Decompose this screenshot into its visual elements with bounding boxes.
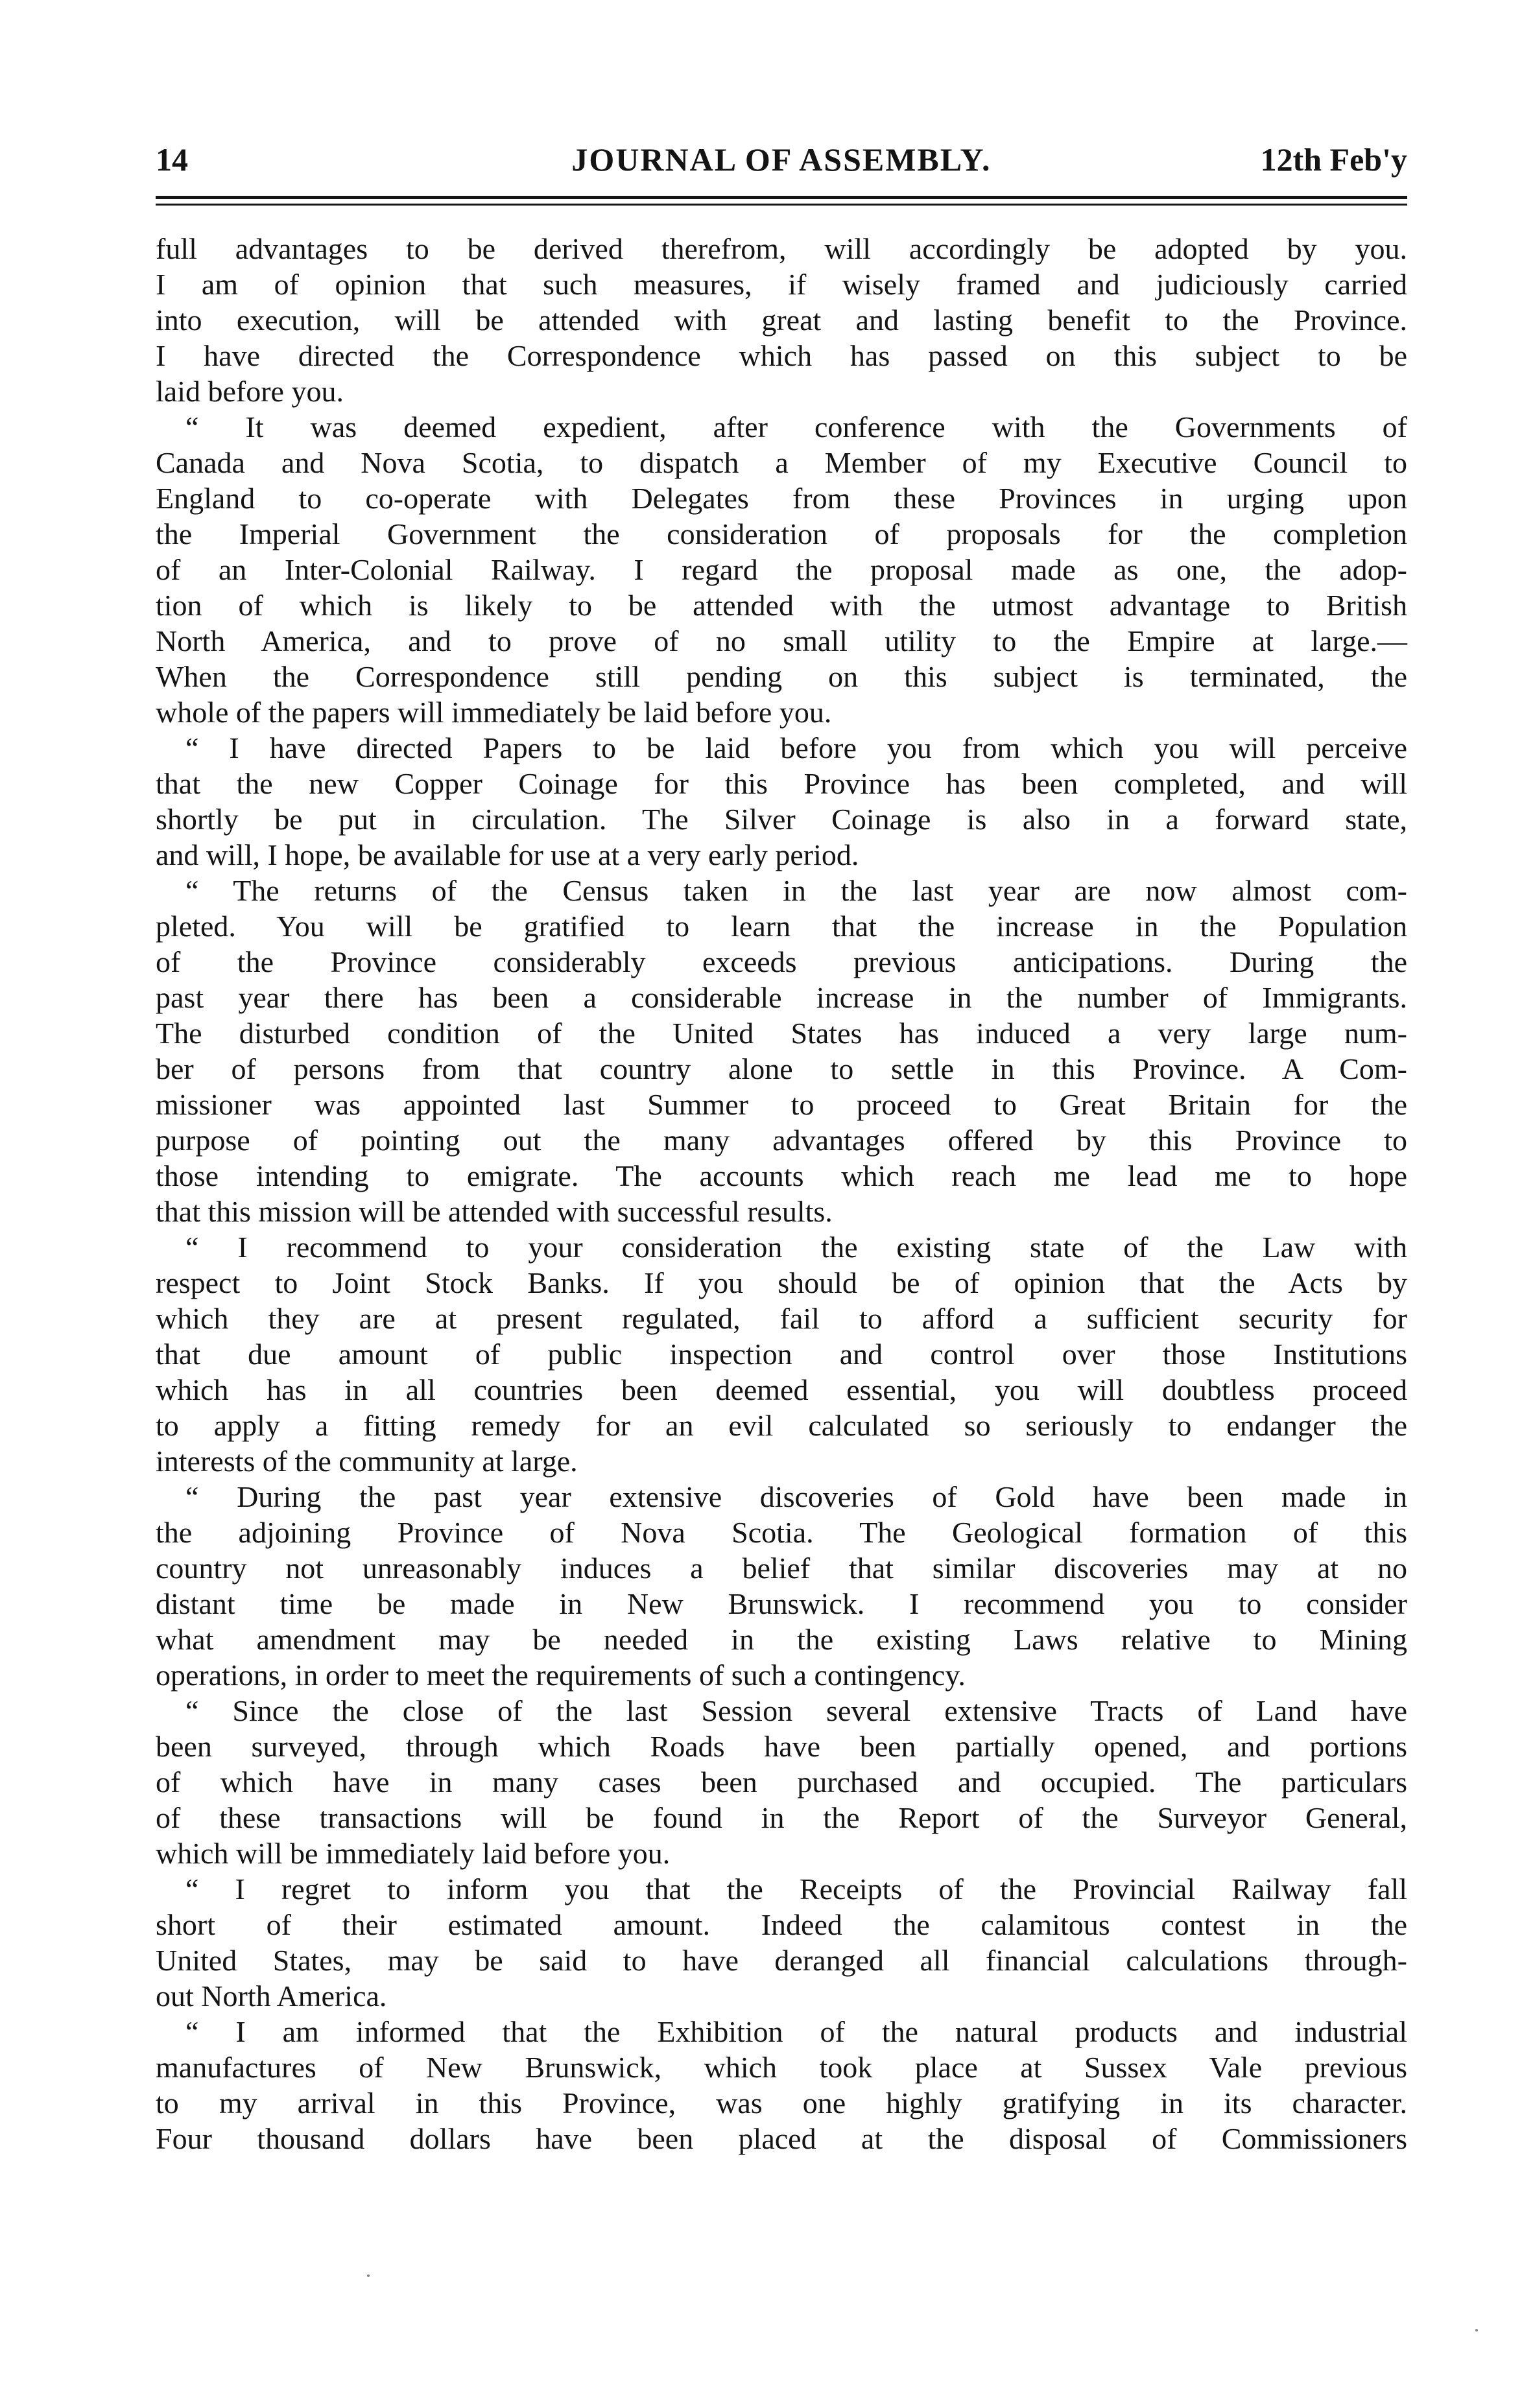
text-line: which they are at present regulated, fail to afford a sufficient security for [156,1302,1407,1335]
text-line: those intending to emigrate. The accounts which reach me lead me to hope [156,1159,1407,1192]
text-line: ber of persons from that country alone to settle in this Province. A Com- [156,1052,1407,1085]
text-line: of which have in many cases been purchased and occupied. The particulars [156,1765,1407,1799]
text-line: that the new Copper Coinage for this Province has been completed, and will [156,767,1407,800]
text-line: and will, I hope, be available for use at a very early period. [156,838,859,871]
text-line: tion of which is likely to be attended with the utmost advantage to British [156,589,1407,622]
header-rule-thin [156,204,1407,206]
text-line: short of their estimated amount. Indeed the calamitous contest in the [156,1908,1407,1941]
text-line: of the Province considerably exceeds previous anticipations. During the [156,945,1407,978]
text-line: “ I have directed Papers to be laid before you from which you will perceive [185,731,1407,764]
text-line: into execution, will be attended with great and lasting benefit to the Province. [156,303,1407,336]
paper-speck [1475,2329,1478,2331]
text-line: “ I regret to inform you that the Receipts of the Provincial Railway fall [185,1872,1407,1906]
running-title: JOURNAL OF ASSEMBLY. [571,141,992,178]
text-line: laid before you. [156,375,344,408]
text-line: country not unreasonably induces a belief that similar discoveries may at no [156,1552,1407,1585]
text-line: that due amount of public inspection and control over those Institutions [156,1338,1407,1371]
text-line: United States, may be said to have deranged all financial calculations through- [156,1944,1407,1977]
text-line: past year there has been a considerable increase in the number of Immigrants. [156,981,1407,1014]
text-line: to my arrival in this Province, was one highly gratifying in its character. [156,2086,1407,2119]
text-line: Four thousand dollars have been placed at the disposal of Commissioners [156,2122,1407,2155]
text-line: Canada and Nova Scotia, to dispatch a Member of my Executive Council to [156,446,1407,479]
text-line: to apply a fitting remedy for an evil calculated so seriously to endanger the [156,1409,1407,1442]
text-line: England to co-operate with Delegates from these Provinces in urging upon [156,482,1407,515]
paper-speck [367,2274,370,2277]
text-line: When the Correspondence still pending on this subject is terminated, the [156,660,1407,693]
text-line: the Imperial Government the consideration of proposals for the completion [156,517,1407,550]
text-line: The disturbed condition of the United States has induced a very large num- [156,1017,1407,1050]
text-line: North America, and to prove of no small utility to the Empire at large.— [156,624,1407,657]
text-line: I am of opinion that such measures, if wisely framed and judiciously carried [156,268,1407,301]
body-text [156,231,1407,2156]
text-line: which will be immediately laid before you. [156,1837,671,1870]
text-line: which has in all countries been deemed essential, you will doubtless proceed [156,1373,1407,1406]
text-line: manufactures of New Brunswick, which took place at Sussex Vale previous [156,2051,1407,2084]
text-line: out North America. [156,1979,387,2013]
text-line: purpose of pointing out the many advantages offered by this Province to [156,1124,1407,1157]
text-line: the adjoining Province of Nova Scotia. The Geological formation of this [156,1516,1407,1549]
text-line: “ Since the close of the last Session several extensive Tracts of Land have [185,1694,1407,1727]
text-line: missioner was appointed last Summer to proceed to Great Britain for the [156,1088,1407,1121]
text-line: operations, in order to meet the requirements of such a contingency. [156,1658,966,1692]
page-number: 14 [156,141,188,178]
text-line: whole of the papers will immediately be laid before you. [156,696,832,729]
text-line: what amendment may be needed in the existing Laws relative to Mining [156,1623,1407,1656]
text-line: pleted. You will be gratified to learn that the increase in the Population [156,910,1407,943]
text-line: respect to Joint Stock Banks. If you should be of opinion that the Acts by [156,1266,1407,1299]
text-line: “ I recommend to your consideration the existing state of the Law with [185,1231,1407,1264]
text-line: “ It was deemed expedient, after conference with the Governments of [185,410,1407,443]
text-line: “ The returns of the Census taken in the last year are now almost com- [185,874,1407,907]
text-line: “ I am informed that the Exhibition of the natural products and industrial [185,2015,1407,2048]
text-line: been surveyed, through which Roads have been partially opened, and portions [156,1730,1407,1763]
text-line: of an Inter-Colonial Railway. I regard the proposal made as one, the adop- [156,553,1407,586]
text-line: full advantages to be derived therefrom, will accordingly be adopted by you. [156,232,1407,265]
text-line: distant time be made in New Brunswick. I recommend you to consider [156,1587,1407,1620]
text-line: interests of the community at large. [156,1445,578,1478]
text-line: of these transactions will be found in the Report of the Surveyor General, [156,1801,1407,1834]
text-line: that this mission will be attended with successful results. [156,1195,833,1228]
header-rule-thick [156,196,1407,199]
text-line: “ During the past year extensive discoveries of Gold have been made in [185,1480,1407,1513]
text-line: I have directed the Correspondence which has passed on this subject to be [156,339,1407,372]
text-line: shortly be put in circulation. The Silver Coinage is also in a forward state, [156,803,1407,836]
running-date: 12th Feb'y [1260,141,1407,178]
page-header [156,134,1407,185]
